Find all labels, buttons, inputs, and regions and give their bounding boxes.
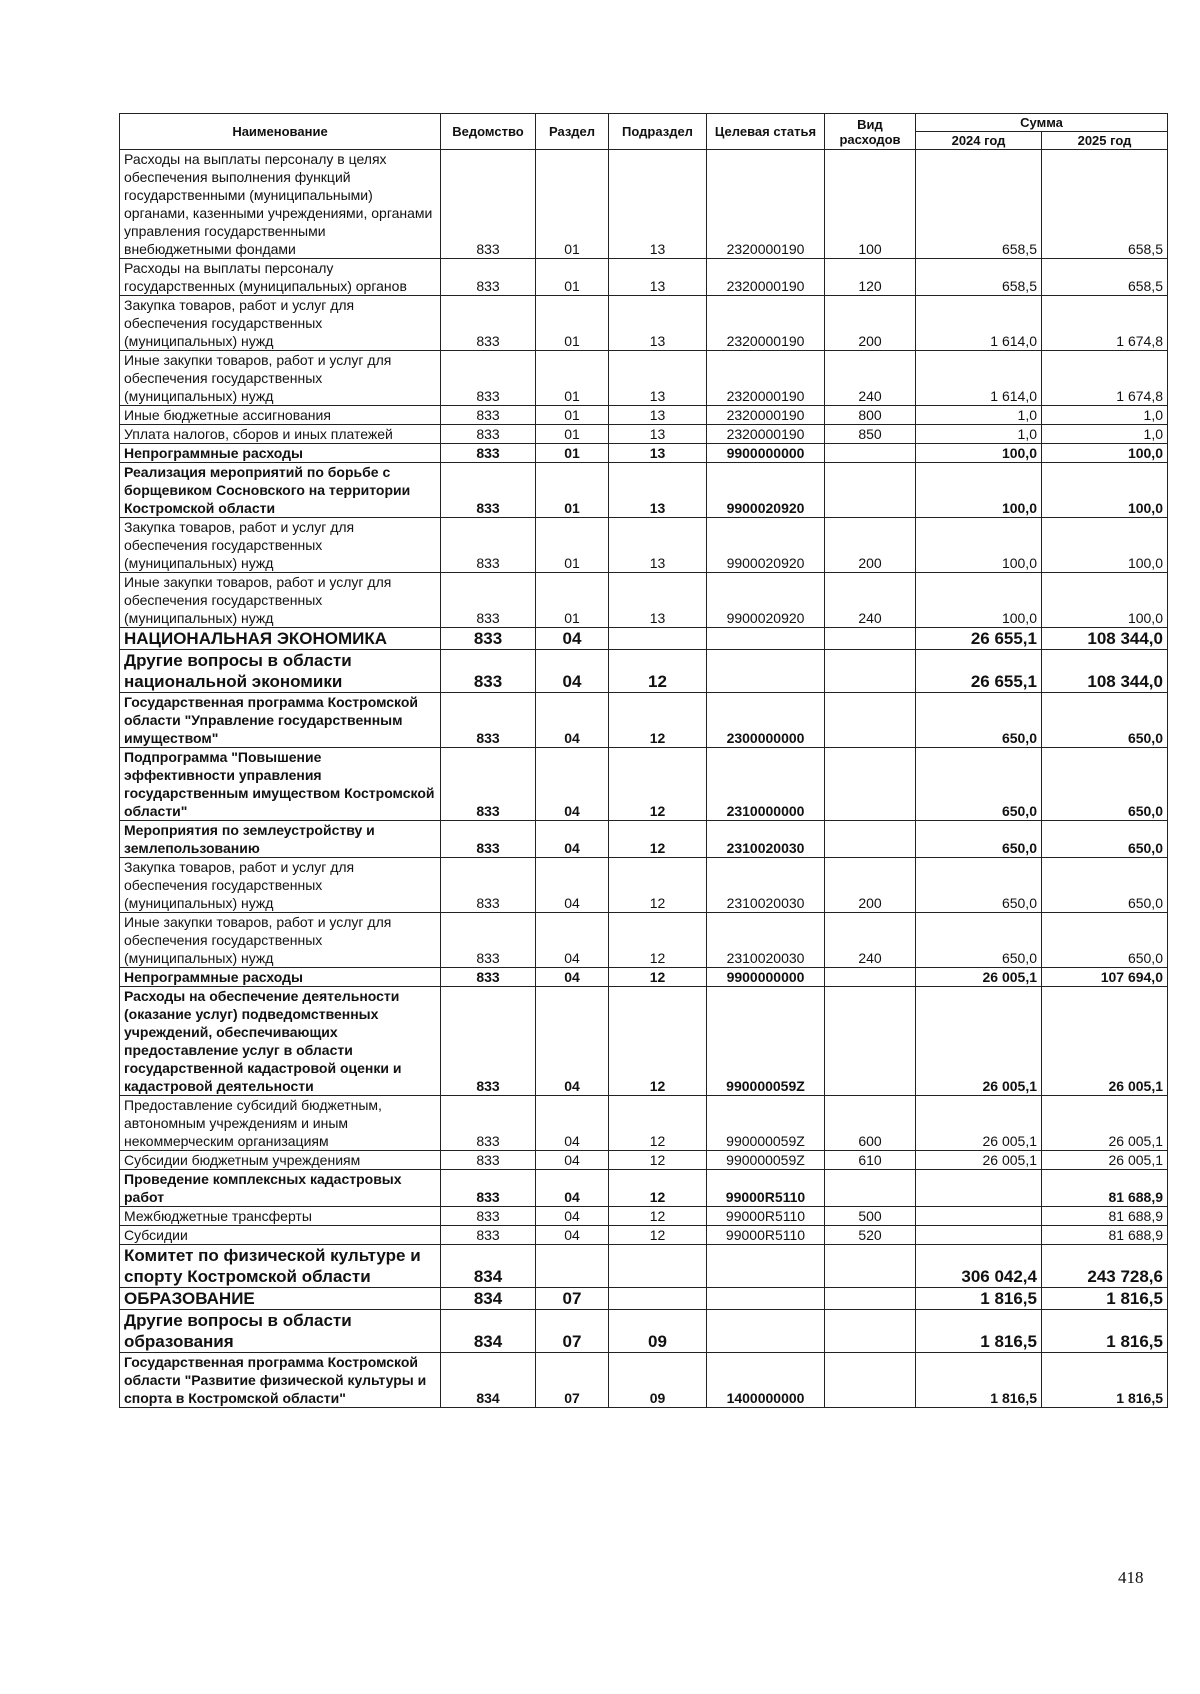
cell-y2025: 650,0	[1042, 821, 1168, 858]
table-row	[120, 150, 1168, 259]
cell-y2024: 1,0	[916, 425, 1042, 444]
cell-subsection: 13	[609, 259, 707, 296]
table-row	[120, 748, 1168, 821]
cell-target: 2320000190	[707, 425, 825, 444]
cell-kind	[825, 1245, 916, 1288]
cell-target: 2320000190	[707, 259, 825, 296]
cell-y2024: 26 655,1	[916, 650, 1042, 693]
cell-y2024: 26 005,1	[916, 987, 1042, 1096]
cell-subsection: 12	[609, 821, 707, 858]
cell-y2024: 1 816,5	[916, 1353, 1042, 1408]
table-row	[120, 1151, 1168, 1170]
cell-target: 2310000000	[707, 748, 825, 821]
cell-y2025: 243 728,6	[1042, 1245, 1168, 1288]
cell-kind: 850	[825, 425, 916, 444]
cell-subsection: 12	[609, 858, 707, 913]
cell-target: 99000R5110	[707, 1226, 825, 1245]
cell-section: 01	[536, 351, 609, 406]
cell-dept: 834	[441, 1310, 536, 1353]
cell-y2025: 650,0	[1042, 913, 1168, 968]
cell-y2025: 100,0	[1042, 463, 1168, 518]
cell-target: 9900020920	[707, 573, 825, 628]
cell-section	[536, 1245, 609, 1288]
table-row	[120, 913, 1168, 968]
table-row	[120, 693, 1168, 748]
cell-kind: 600	[825, 1096, 916, 1151]
cell-kind	[825, 1170, 916, 1207]
cell-section: 04	[536, 650, 609, 693]
cell-y2025: 1 816,5	[1042, 1288, 1168, 1310]
cell-dept: 833	[441, 406, 536, 425]
cell-target: 99000R5110	[707, 1207, 825, 1226]
cell-name: Расходы на выплаты персоналу государственных (муниципальных) органов	[120, 259, 441, 296]
cell-name: Расходы на обеспечение деятельности (оказание услуг) подведомственных учреждений, обеспечивающих предоставление услуг в области государственной кадастровой оценки и кадастровой деятельности	[120, 987, 441, 1096]
cell-subsection: 09	[609, 1353, 707, 1408]
cell-y2025: 26 005,1	[1042, 1096, 1168, 1151]
cell-y2025: 658,5	[1042, 259, 1168, 296]
cell-dept: 833	[441, 1226, 536, 1245]
cell-subsection: 13	[609, 296, 707, 351]
cell-dept: 833	[441, 425, 536, 444]
cell-target	[707, 1245, 825, 1288]
cell-kind	[825, 968, 916, 987]
cell-name: Комитет по физической культуре и спорту Костромской области	[120, 1245, 441, 1288]
cell-target	[707, 628, 825, 650]
table-row	[120, 628, 1168, 650]
cell-y2024: 658,5	[916, 259, 1042, 296]
cell-y2024: 26 655,1	[916, 628, 1042, 650]
cell-y2025: 650,0	[1042, 693, 1168, 748]
cell-target: 2320000190	[707, 296, 825, 351]
cell-y2025: 1 816,5	[1042, 1310, 1168, 1353]
cell-y2024: 26 005,1	[916, 968, 1042, 987]
cell-target: 990000059Z	[707, 987, 825, 1096]
cell-name: Закупка товаров, работ и услуг для обеспечения государственных (муниципальных) нужд	[120, 518, 441, 573]
cell-subsection: 09	[609, 1310, 707, 1353]
cell-target: 1400000000	[707, 1353, 825, 1408]
cell-kind: 240	[825, 351, 916, 406]
cell-section: 04	[536, 693, 609, 748]
cell-y2025: 1,0	[1042, 425, 1168, 444]
cell-section: 01	[536, 573, 609, 628]
cell-target: 2310020030	[707, 821, 825, 858]
cell-target: 2320000190	[707, 150, 825, 259]
cell-target: 2300000000	[707, 693, 825, 748]
cell-target: 9900000000	[707, 968, 825, 987]
cell-dept: 834	[441, 1245, 536, 1288]
cell-name: Государственная программа Костромской области "Развитие физической культуры и спорта в Костромской области"	[120, 1353, 441, 1408]
cell-y2024: 1,0	[916, 406, 1042, 425]
cell-section: 04	[536, 1170, 609, 1207]
cell-subsection: 12	[609, 913, 707, 968]
table-row	[120, 968, 1168, 987]
cell-target: 2320000190	[707, 351, 825, 406]
cell-name: Субсидии	[120, 1226, 441, 1245]
table-row	[120, 987, 1168, 1096]
cell-y2024: 306 042,4	[916, 1245, 1042, 1288]
cell-subsection: 12	[609, 1226, 707, 1245]
cell-subsection: 13	[609, 463, 707, 518]
cell-subsection	[609, 1288, 707, 1310]
cell-y2025: 1 674,8	[1042, 351, 1168, 406]
table-row	[120, 650, 1168, 693]
cell-kind: 120	[825, 259, 916, 296]
cell-name: Расходы на выплаты персоналу в целях обеспечения выполнения функций государственными (муниципальными) органами, казенными учреждениями, органами управления государственными внебюджетными фондами	[120, 150, 441, 259]
cell-kind: 200	[825, 296, 916, 351]
cell-section: 01	[536, 463, 609, 518]
cell-name: Непрограммные расходы	[120, 968, 441, 987]
cell-name: Другие вопросы в области национальной экономики	[120, 650, 441, 693]
table-header	[120, 114, 1168, 150]
cell-kind: 800	[825, 406, 916, 425]
cell-section: 04	[536, 628, 609, 650]
cell-name: Иные бюджетные ассигнования	[120, 406, 441, 425]
header-name: Наименование	[120, 114, 441, 150]
page-number: 418	[1118, 1568, 1144, 1587]
cell-section: 04	[536, 748, 609, 821]
header-subsection: Подраздел	[609, 114, 707, 150]
cell-y2024: 100,0	[916, 573, 1042, 628]
cell-kind: 610	[825, 1151, 916, 1170]
table-row	[120, 1353, 1168, 1408]
cell-y2025: 100,0	[1042, 444, 1168, 463]
cell-kind: 240	[825, 913, 916, 968]
cell-target: 2320000190	[707, 406, 825, 425]
cell-y2025: 658,5	[1042, 150, 1168, 259]
cell-dept: 834	[441, 1353, 536, 1408]
cell-name: Иные закупки товаров, работ и услуг для обеспечения государственных (муниципальных) нужд	[120, 913, 441, 968]
cell-kind	[825, 748, 916, 821]
cell-name: Межбюджетные трансферты	[120, 1207, 441, 1226]
cell-y2024: 1 614,0	[916, 296, 1042, 351]
cell-y2025: 650,0	[1042, 858, 1168, 913]
cell-name: Закупка товаров, работ и услуг для обеспечения государственных (муниципальных) нужд	[120, 858, 441, 913]
cell-target: 2310020030	[707, 913, 825, 968]
cell-y2025: 1,0	[1042, 406, 1168, 425]
cell-target	[707, 1310, 825, 1353]
cell-dept: 833	[441, 1096, 536, 1151]
cell-kind: 100	[825, 150, 916, 259]
cell-dept: 833	[441, 1207, 536, 1226]
cell-y2025: 1 674,8	[1042, 296, 1168, 351]
table-body	[120, 150, 1168, 1408]
cell-section: 04	[536, 858, 609, 913]
cell-subsection: 12	[609, 650, 707, 693]
cell-y2024	[916, 1170, 1042, 1207]
cell-subsection: 13	[609, 425, 707, 444]
cell-y2024: 658,5	[916, 150, 1042, 259]
cell-target: 990000059Z	[707, 1096, 825, 1151]
cell-target: 99000R5110	[707, 1170, 825, 1207]
cell-y2024: 100,0	[916, 463, 1042, 518]
cell-dept: 833	[441, 573, 536, 628]
cell-subsection	[609, 628, 707, 650]
cell-y2025: 26 005,1	[1042, 1151, 1168, 1170]
cell-subsection: 12	[609, 1096, 707, 1151]
cell-y2025: 107 694,0	[1042, 968, 1168, 987]
cell-y2024: 650,0	[916, 748, 1042, 821]
cell-name: ОБРАЗОВАНИЕ	[120, 1288, 441, 1310]
cell-dept: 833	[441, 748, 536, 821]
cell-target: 9900020920	[707, 518, 825, 573]
header-year-2024: 2024 год	[916, 132, 1042, 150]
cell-kind	[825, 628, 916, 650]
cell-target: 9900020920	[707, 463, 825, 518]
cell-kind	[825, 463, 916, 518]
cell-subsection: 12	[609, 987, 707, 1096]
cell-subsection: 13	[609, 150, 707, 259]
cell-name: Иные закупки товаров, работ и услуг для обеспечения государственных (муниципальных) нужд	[120, 351, 441, 406]
cell-y2024: 1 816,5	[916, 1288, 1042, 1310]
table-row	[120, 573, 1168, 628]
cell-subsection: 13	[609, 573, 707, 628]
cell-section: 04	[536, 1207, 609, 1226]
cell-y2025: 108 344,0	[1042, 628, 1168, 650]
cell-section: 07	[536, 1353, 609, 1408]
cell-name: Реализация мероприятий по борьбе с борщевиком Сосновского на территории Костромской области	[120, 463, 441, 518]
table-row	[120, 1288, 1168, 1310]
cell-dept: 833	[441, 463, 536, 518]
cell-section: 04	[536, 968, 609, 987]
cell-subsection: 12	[609, 1207, 707, 1226]
table-row	[120, 1096, 1168, 1151]
cell-subsection: 13	[609, 406, 707, 425]
cell-name: Непрограммные расходы	[120, 444, 441, 463]
table-row	[120, 821, 1168, 858]
table-row	[120, 518, 1168, 573]
cell-subsection: 13	[609, 351, 707, 406]
cell-y2025: 1 816,5	[1042, 1353, 1168, 1408]
header-section: Раздел	[536, 114, 609, 150]
cell-section: 04	[536, 1096, 609, 1151]
cell-section: 01	[536, 425, 609, 444]
cell-kind	[825, 444, 916, 463]
cell-kind	[825, 1353, 916, 1408]
cell-y2024	[916, 1226, 1042, 1245]
cell-name: Предоставление субсидий бюджетным, автономным учреждениям и иным некоммерческим организациям	[120, 1096, 441, 1151]
cell-y2024: 1 614,0	[916, 351, 1042, 406]
cell-y2025: 81 688,9	[1042, 1226, 1168, 1245]
table-row	[120, 406, 1168, 425]
cell-name: Уплата налогов, сборов и иных платежей	[120, 425, 441, 444]
cell-name: Иные закупки товаров, работ и услуг для обеспечения государственных (муниципальных) нужд	[120, 573, 441, 628]
cell-name: Подпрограмма "Повышение эффективности управления государственным имуществом Костромской области"	[120, 748, 441, 821]
cell-kind	[825, 1310, 916, 1353]
cell-name: НАЦИОНАЛЬНАЯ ЭКОНОМИКА	[120, 628, 441, 650]
cell-y2024: 26 005,1	[916, 1151, 1042, 1170]
cell-section: 07	[536, 1288, 609, 1310]
cell-dept: 833	[441, 821, 536, 858]
cell-subsection: 13	[609, 518, 707, 573]
table-row	[120, 1245, 1168, 1288]
cell-subsection: 12	[609, 1151, 707, 1170]
cell-y2024: 650,0	[916, 821, 1042, 858]
cell-dept: 833	[441, 518, 536, 573]
cell-dept: 833	[441, 858, 536, 913]
cell-dept: 833	[441, 693, 536, 748]
cell-kind	[825, 693, 916, 748]
cell-kind: 200	[825, 858, 916, 913]
cell-y2025: 26 005,1	[1042, 987, 1168, 1096]
table-row	[120, 259, 1168, 296]
cell-y2025: 650,0	[1042, 748, 1168, 821]
table-row	[120, 296, 1168, 351]
cell-target	[707, 650, 825, 693]
cell-kind: 240	[825, 573, 916, 628]
cell-subsection: 12	[609, 748, 707, 821]
cell-target: 2310020030	[707, 858, 825, 913]
cell-name: Закупка товаров, работ и услуг для обеспечения государственных (муниципальных) нужд	[120, 296, 441, 351]
cell-name: Мероприятия по землеустройству и землепользованию	[120, 821, 441, 858]
cell-subsection: 12	[609, 1170, 707, 1207]
header-sum: Сумма	[916, 114, 1168, 132]
cell-y2025: 100,0	[1042, 518, 1168, 573]
cell-target: 9900000000	[707, 444, 825, 463]
cell-section: 01	[536, 406, 609, 425]
cell-y2024	[916, 1207, 1042, 1226]
cell-section: 01	[536, 444, 609, 463]
table-row	[120, 1310, 1168, 1353]
cell-section: 04	[536, 1151, 609, 1170]
table-row	[120, 858, 1168, 913]
table-row	[120, 1226, 1168, 1245]
cell-kind: 500	[825, 1207, 916, 1226]
cell-dept: 834	[441, 1288, 536, 1310]
cell-section: 04	[536, 913, 609, 968]
budget-sheet	[119, 113, 1168, 1408]
cell-section: 07	[536, 1310, 609, 1353]
cell-dept: 833	[441, 296, 536, 351]
cell-kind	[825, 821, 916, 858]
cell-subsection: 12	[609, 968, 707, 987]
header-dept: Ведомство	[441, 114, 536, 150]
table-row	[120, 351, 1168, 406]
cell-y2025: 100,0	[1042, 573, 1168, 628]
cell-subsection	[609, 1245, 707, 1288]
header-kind: Вид расходов	[825, 114, 916, 150]
cell-dept: 833	[441, 628, 536, 650]
cell-dept: 833	[441, 650, 536, 693]
header-year-2025: 2025 год	[1042, 132, 1168, 150]
cell-kind	[825, 1288, 916, 1310]
cell-name: Субсидии бюджетным учреждениям	[120, 1151, 441, 1170]
cell-section: 04	[536, 821, 609, 858]
cell-dept: 833	[441, 987, 536, 1096]
cell-y2024: 650,0	[916, 913, 1042, 968]
cell-y2024: 650,0	[916, 858, 1042, 913]
table-row	[120, 425, 1168, 444]
cell-dept: 833	[441, 913, 536, 968]
cell-y2025: 108 344,0	[1042, 650, 1168, 693]
cell-y2024: 1 816,5	[916, 1310, 1042, 1353]
cell-subsection: 13	[609, 444, 707, 463]
cell-section: 01	[536, 518, 609, 573]
cell-section: 01	[536, 296, 609, 351]
cell-y2024: 100,0	[916, 444, 1042, 463]
cell-dept: 833	[441, 444, 536, 463]
table-row	[120, 463, 1168, 518]
cell-kind: 520	[825, 1226, 916, 1245]
cell-dept: 833	[441, 150, 536, 259]
cell-name: Проведение комплексных кадастровых работ	[120, 1170, 441, 1207]
cell-kind: 200	[825, 518, 916, 573]
cell-y2024: 26 005,1	[916, 1096, 1042, 1151]
cell-y2025: 81 688,9	[1042, 1170, 1168, 1207]
cell-dept: 833	[441, 1151, 536, 1170]
table-row	[120, 444, 1168, 463]
cell-name: Другие вопросы в области образования	[120, 1310, 441, 1353]
cell-kind	[825, 650, 916, 693]
cell-dept: 833	[441, 968, 536, 987]
cell-section: 01	[536, 259, 609, 296]
cell-kind	[825, 987, 916, 1096]
cell-y2024: 650,0	[916, 693, 1042, 748]
cell-dept: 833	[441, 1170, 536, 1207]
budget-table	[119, 113, 1168, 1408]
cell-section: 04	[536, 987, 609, 1096]
header-target: Целевая статья	[707, 114, 825, 150]
cell-y2024: 100,0	[916, 518, 1042, 573]
table-row	[120, 1207, 1168, 1226]
cell-y2025: 81 688,9	[1042, 1207, 1168, 1226]
cell-dept: 833	[441, 259, 536, 296]
cell-section: 04	[536, 1226, 609, 1245]
cell-subsection: 12	[609, 693, 707, 748]
table-row	[120, 1170, 1168, 1207]
cell-section: 01	[536, 150, 609, 259]
cell-target	[707, 1288, 825, 1310]
cell-target: 990000059Z	[707, 1151, 825, 1170]
cell-name: Государственная программа Костромской области "Управление государственным имуществом"	[120, 693, 441, 748]
cell-dept: 833	[441, 351, 536, 406]
